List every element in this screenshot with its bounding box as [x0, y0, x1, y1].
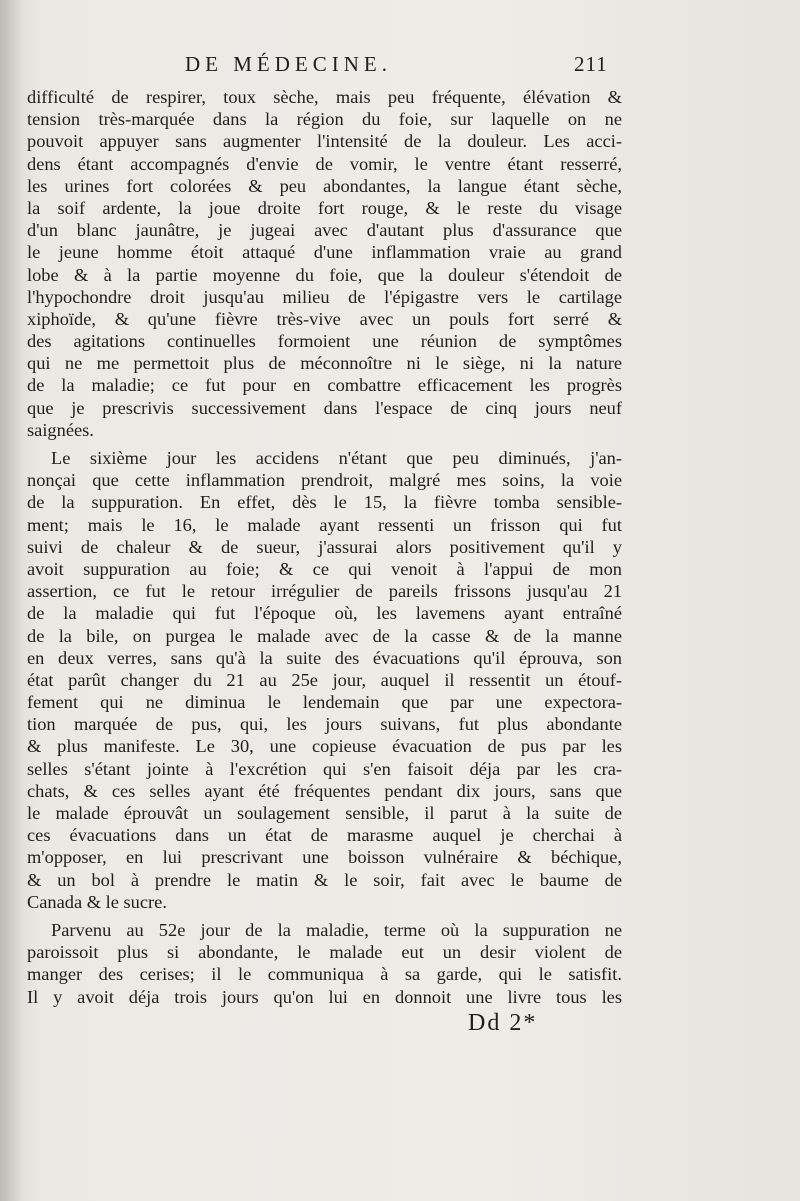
paragraph [27, 86, 622, 441]
text-line: l'hypochondre droit jusqu'au milieu de l'épigastre vers le cartilage [27, 286, 622, 307]
text-line: saignées. [27, 419, 94, 440]
text-line: m'opposer, en lui prescrivant une boisson vulnéraire & béchique, [27, 847, 622, 868]
text-line: qui ne me permettoit plus de méconnoître ni le siège, ni la nature [27, 353, 622, 374]
text-line: & plus manifeste. Le 30, une copieuse évacuation de pus par les [27, 736, 622, 757]
text-line: de la suppuration. En effet, dès le 15, la fièvre tomba sensible- [27, 492, 622, 513]
text-line: nonçai que cette inflammation prendroit, malgré mes soins, la voie [27, 470, 622, 491]
text-line: des agitations continuelles formoient une réunion de symptômes [27, 331, 622, 352]
text-line: tion marquée de pus, qui, les jours suivans, fut plus abondante [27, 714, 622, 735]
text-line: les urines fort colorées & peu abondantes, la langue étant sèche, [27, 175, 622, 196]
text-line: manger des cerises; il le communiqua à sa garde, qui le satisfit. [27, 964, 622, 985]
text-line: avoit suppuration au foie; & ce qui venoit à l'appui de mon [27, 558, 622, 579]
text-line: ces évacuations dans un état de marasme auquel je cherchai à [27, 825, 622, 846]
text-line: d'un blanc jaunâtre, je jugeai avec d'autant plus d'assurance que [27, 220, 622, 241]
text-line: la soif ardente, la joue droite fort rouge, & le reste du visage [27, 197, 622, 218]
text-line: le malade éprouvât un soulagement sensible, il parut à la suite de [27, 803, 622, 823]
signature-mark: Dd 2* [468, 1010, 538, 1036]
text-line: Parvenu au 52e jour de la maladie, terme où la suppuration ne [51, 919, 622, 940]
text-line: ment; mais le 16, le malade ayant ressenti un frisson qui fut [27, 514, 622, 535]
text-line: lobe & à la partie moyenne du foie, que la douleur s'étendoit de [27, 264, 622, 285]
text-line: de la bile, on purgea le malade avec de la casse & de la manne [27, 625, 622, 646]
page-gutter-shadow [0, 0, 22, 1201]
text-line: chats, & ces selles ayant été fréquentes pendant dix jours, sans que [27, 780, 622, 801]
text-line: assertion, ce fut le retour irrégulier de pareils frissons jusqu'au 21 [27, 581, 622, 602]
running-head-title: DE MÉDECINE. [185, 52, 392, 76]
text-line: Le sixième jour les accidens n'étant que peu diminués, j'an- [51, 448, 622, 468]
text-line: de la maladie qui fut l'époque où, les lavemens ayant entraîné [27, 603, 622, 624]
text-line: suivi de chaleur & de sueur, j'assurai alors positivement qu'il y [27, 536, 622, 557]
text-line: en deux verres, sans qu'à la suite des évacuations qu'il éprouva, son [27, 647, 622, 668]
text-line: selles s'étant jointe à l'excrétion qui s'en faisoit déja par les cra- [27, 758, 622, 779]
text-line: dens étant accompagnés d'envie de vomir, le ventre étant resserré, [27, 153, 622, 174]
text-line: fement qui ne diminua le lendemain que par une expectora- [27, 692, 622, 713]
text-line: & un bol à prendre le matin & le soir, fait avec le baume de [27, 869, 622, 890]
paragraph [27, 447, 622, 913]
page-number: 211 [574, 52, 608, 76]
text-line: difficulté de respirer, toux sèche, mais peu fréquente, élévation & [27, 87, 622, 107]
text-line: état parût changer du 21 au 25e jour, auquel il ressentit un étouf- [27, 669, 622, 690]
text-line: le jeune homme étoit attaqué d'une inflammation vraie au grand [27, 242, 622, 263]
text-line: Il y avoit déja trois jours qu'on lui en donnoit une livre tous les [27, 986, 622, 1007]
body-text [27, 86, 622, 1008]
paragraph [27, 919, 622, 1008]
text-line: pouvoit appuyer sans augmenter l'intensité de la douleur. Les acci- [27, 131, 622, 152]
text-line: de la maladie; ce fut pour en combattre efficacement les progrès [27, 375, 622, 396]
text-line: tension très-marquée dans la région du foie, sur laquelle on ne [27, 109, 622, 130]
text-line: Canada & le sucre. [27, 891, 167, 912]
text-line: paroissoit plus si abondante, le malade eut un desir violent de [27, 942, 622, 963]
text-line: que je prescrivis successivement dans l'espace de cinq jours neuf [27, 397, 622, 418]
text-line: xiphoïde, & qu'une fièvre très-vive avec un pouls fort serré & [27, 308, 622, 329]
